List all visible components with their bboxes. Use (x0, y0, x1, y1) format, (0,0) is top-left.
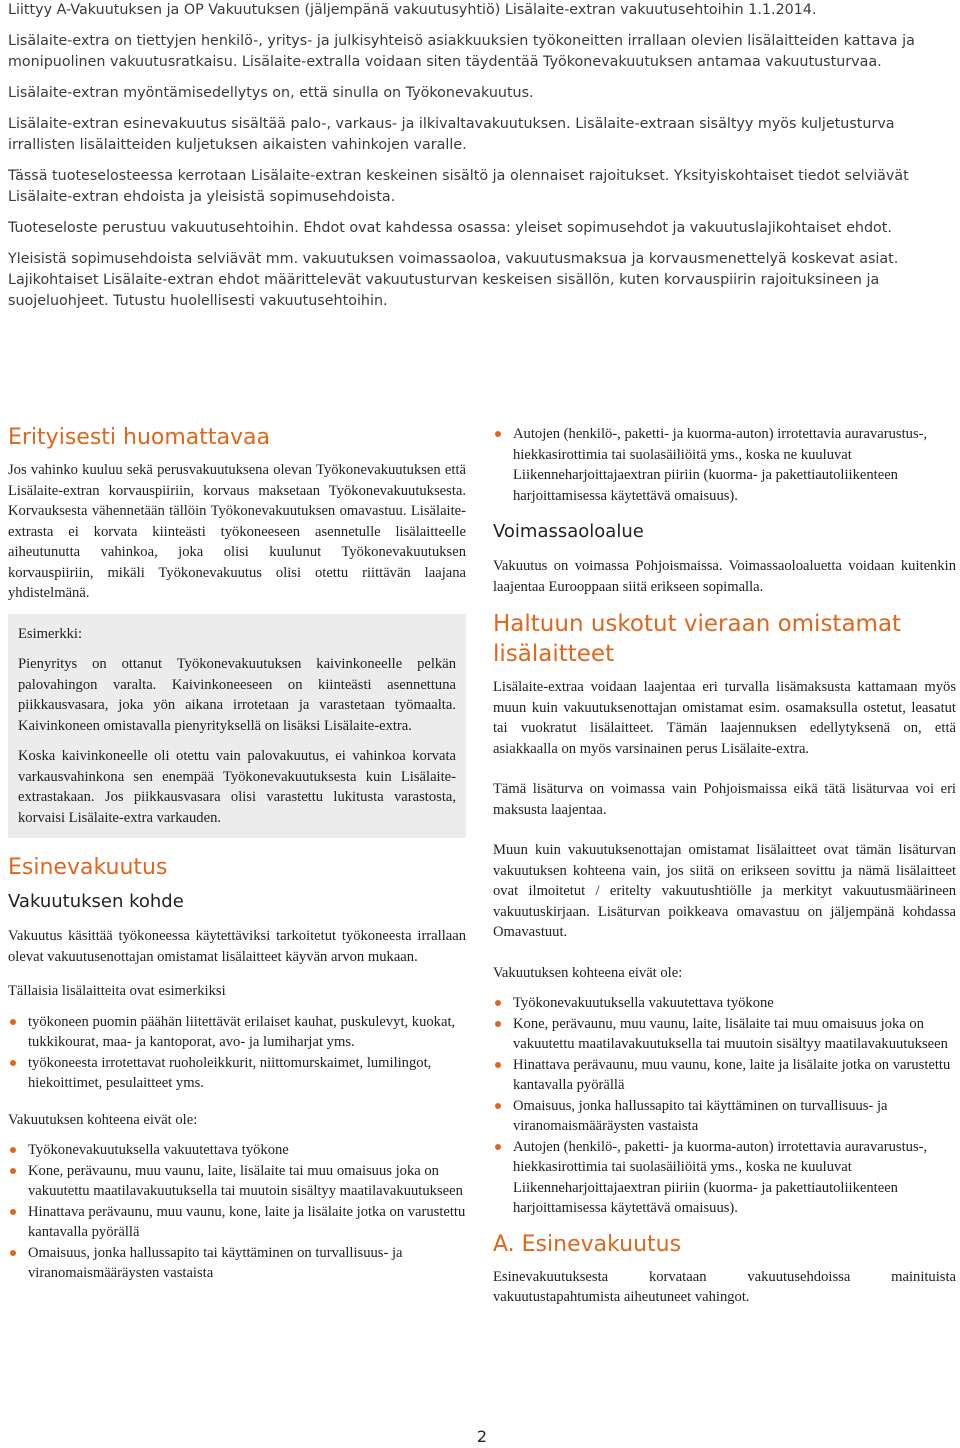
list-item: Hinattava perävaunu, muu vaunu, kone, laite ja lisälaite jotka on varustettu kantavalla pyörällä (8, 1202, 466, 1243)
list-item: Autojen (henkilö-, paketti- ja kuorma-auton) irrotettavia auravarustus-, hiekkasirottimia tai suolasäiliöitä yms., koska ne kuuluvat Liikenneharjoittajaextran piiriin (kuorma- ja pakettiautoliikenteen harjoittamisessa käytettävä omaisuus). (493, 1137, 956, 1219)
list-item: Omaisuus, jonka hallussapito tai käyttäminen on turvallisuus- ja viranomaismääräysten vastaista (493, 1096, 956, 1137)
list-item: työkoneen puomin päähän liitettävät erilaiset kauhat, puskulevyt, kuokat, tukkikourat, maa- ja kantoporat, avo- ja lumiharjat yms. (8, 1012, 466, 1053)
left-column (8, 424, 466, 1296)
not-covered-label: Vakuutuksen kohteena eivät ole: (8, 1111, 198, 1128)
intro-paragraph: Tuoteseloste perustuu vakuutusehtoihin. Ehdot ovat kahdessa osassa: yleiset sopimusehdot ja vakuutuslajikohtaiset ehdot. (8, 220, 892, 236)
intro-paragraph: Lisälaite-extran myöntämisedellytys on, että sinulla on Työkonevakuutus. (8, 85, 534, 101)
example-paragraph: Koska kaivinkoneelle oli otettu vain palovakuutus, ei vahinkoa korvata varkausvahinkona sen enempää Työkonevakuutuksesta kuin Lisälaite-extrastakaan. Jos piikkausvasara olisi varastettu lukitusta varastosta, korvaisi Lisälaite-extra varkauden. (18, 748, 456, 826)
example-box (8, 614, 466, 839)
haltuun-paragraph: Muun kuin vakuutuksenottajan omistamat lisälaitteet ovat tämän lisäturvan vakuutuksen kohteena vain, jos siitä on erikseen sovittu ja nämä lisälaitteet ovat ilmoitetut / eritelty vakuutushtiölle ja merkityt vakuutusmäärineen vakuutuskirjaan. Lisäturvan poikkeava omavastuu on jäljempänä kohdassa Omavastuut. (493, 842, 956, 940)
list-item: Työkonevakuutuksella vakuutettava työkone (8, 1140, 466, 1161)
intro-paragraph: Tässä tuoteselosteessa kerrotaan Lisälaite-extran keskeinen sisältö ja olennaiset rajoitukset. Yksityiskohtaiset tiedot selviävät Lisälaite-extran ehdoista ja yleisistä sopimusehdoista. (8, 168, 909, 205)
voimassaoloalue-paragraph: Vakuutus on voimassa Pohjoismaissa. Voimassaoloaluetta voidaan kuitenkin laajentaa Eurooppaan siitä erikseen sopimalla. (493, 558, 956, 595)
heading-voimassaoloalue: Voimassaoloalue (493, 521, 644, 542)
intro-section (8, 0, 952, 322)
page-number: 2 (476, 1427, 488, 1446)
heading-haltuun-uskotut: Haltuun uskotut vieraan omistamat lisälaitteet (493, 611, 902, 667)
intro-paragraph: Lisälaite-extran esinevakuutus sisältää palo-, varkaus- ja ilkivaltavakuutuksen. Lisälaite-extraan sisältyy myös kuljetusturva irrallisten lisälaitteiden kuljetuksen aikaisten vahinkojen varalle. (8, 116, 895, 153)
intro-paragraph: Lisälaite-extra on tiettyjen henkilö-, yritys- ja julkisyhteisö asiakkuuksien työkoneitten irrallaan olevien lisälaitteiden kattava ja monipuolinen vakuutusratkaisu. Lisälaite-extralla voidaan siten täydentää Työkonevakuutuksen antamaa vakuutusturvaa. (8, 33, 915, 70)
heading-vakuutuksen-kohde: Vakuutuksen kohde (8, 891, 184, 912)
examples-label: Tällaisia lisälaitteita ovat esimerkiksi (8, 983, 226, 999)
heading-a-esinevakuutus: A. Esinevakuutus (493, 1231, 682, 1257)
heading-esinevakuutus: Esinevakuutus (8, 855, 168, 880)
haltuun-paragraph: Lisälaite-extraa voidaan laajentaa eri turvalla lisämaksusta kattamaan myös muun kuin vakuutuksenottajan omistamat esim. osamaksulla ostetut, leasatut tai vuokratut lisälaitteet. Tämän laajennuksen edellytyksenä on, että asiakkaalla on myös varsinainen perus Lisälaite-extra. (493, 679, 956, 757)
intro-paragraph: Liittyy A-Vakuutuksen ja OP Vakuutuksen (jäljempänä vakuutusyhtiö) Lisälaite-extran vakuutusehtoihin 1.1.2014. (8, 2, 817, 18)
haltuun-paragraph: Tämä lisäturva on voimassa vain Pohjoismaissa eikä tätä lisäturvaa voi eri maksusta laajentaa. (493, 781, 956, 818)
example-paragraph: Pienyritys on ottanut Työkonevakuutuksen kaivinkoneelle pelkän palovahingon varalta. Kaivinkoneeseen on kiinteästi asennettuna piikkausvasara, joka yön aikana irrotetaan ja varastetaan työmaalta. Kaivinkoneen omistavalla pienyrityksellä on lisäksi Lisälaite-extra. (18, 656, 456, 734)
list-item: Kone, perävaunu, muu vaunu, laite, lisälaite tai muu omaisuus joka on vakuutettu maatilavakuutuksella tai muutoin sisältyy maatilavakuutukseen (8, 1161, 466, 1202)
not-covered-list (493, 993, 956, 1219)
intro-paragraph: Yleisistä sopimusehdoista selviävät mm. vakuutuksen voimassaoloa, vakuutusmaksua ja korvausmenettelyä koskevat asiat. Lajikohtaiset Lisälaite-extran ehdot määrittelevät vakuutusturvan keskeisen sisällön, kuten korvauspiirin rajoituksineen ja suojeluohjeet. Tutustu huolellisesti vakuutusehtoihin. (8, 251, 899, 309)
example-title: Esimerkki: (18, 625, 83, 642)
a-esinevakuutus-paragraph: Esinevakuutuksesta korvataan vakuutusehdoissa mainituista vakuutustapahtumista aiheutuneet vahingot. (493, 1268, 956, 1305)
heading-erityisesti-huomattavaa: Erityisesti huomattavaa (8, 425, 270, 450)
not-covered-label: Vakuutuksen kohteena eivät ole: (493, 964, 683, 981)
list-item: Työkonevakuutuksella vakuutettava työkone (493, 993, 956, 1014)
list-item: Autojen (henkilö-, paketti- ja kuorma-auton) irrotettavia auravarustus-, hiekkasirottimia tai suolasäiliöitä yms., koska ne kuuluvat Liikenneharjoittajaextran piiriin (kuorma- ja pakettiautoliikenteen harjoittamisessa käytettävä omaisuus). (493, 424, 956, 506)
not-covered-list-continued (493, 424, 956, 506)
list-item: Kone, perävaunu, muu vaunu, laite, lisälaite tai muu omaisuus joka on vakuutettu maatilavakuutuksella tai muutoin sisältyy maatilavakuutukseen (493, 1014, 956, 1055)
not-covered-list (8, 1140, 466, 1284)
erityisesti-paragraph: Jos vahinko kuuluu sekä perusvakuutuksena olevan Työkonevakuutuksen että Lisälaite-extran korvauspiiriin, korvaus maksetaan Työkonevakuutuksesta. Korvauksesta vähennetään tällöin Työkonevakuutuksen omavastuu. Lisälaite-extrasta ei korvata kiinteästi työkoneeseen asennetulle lisälaitteelle aiheutunutta vahinkoa, joka olisi kuulunut Työkonevakuutuksen korvauspiiriin, mikäli Työkonevakuutus olisi otettu riittävän laajana yhdistelmänä. (8, 462, 466, 601)
list-item: työkoneesta irrotettavat ruoholeikkurit, niittomurskaimet, lumilingot, hiekoittimet, pesulaitteet yms. (8, 1053, 466, 1094)
list-item: Hinattava perävaunu, muu vaunu, kone, laite ja lisälaite jotka on varustettu kantavalla pyörällä (493, 1055, 956, 1096)
examples-list (8, 1012, 466, 1094)
kohde-paragraph: Vakuutus käsittää työkoneessa käytettäviksi tarkoitetut työkoneesta irrallaan olevat vakuutusenottajan omistamat lisälaitteet käyvän arvon mukaan. (8, 928, 466, 965)
list-item: Omaisuus, jonka hallussapito tai käyttäminen on turvallisuus- ja viranomaismääräysten vastaista (8, 1243, 466, 1284)
right-column (493, 424, 956, 1318)
